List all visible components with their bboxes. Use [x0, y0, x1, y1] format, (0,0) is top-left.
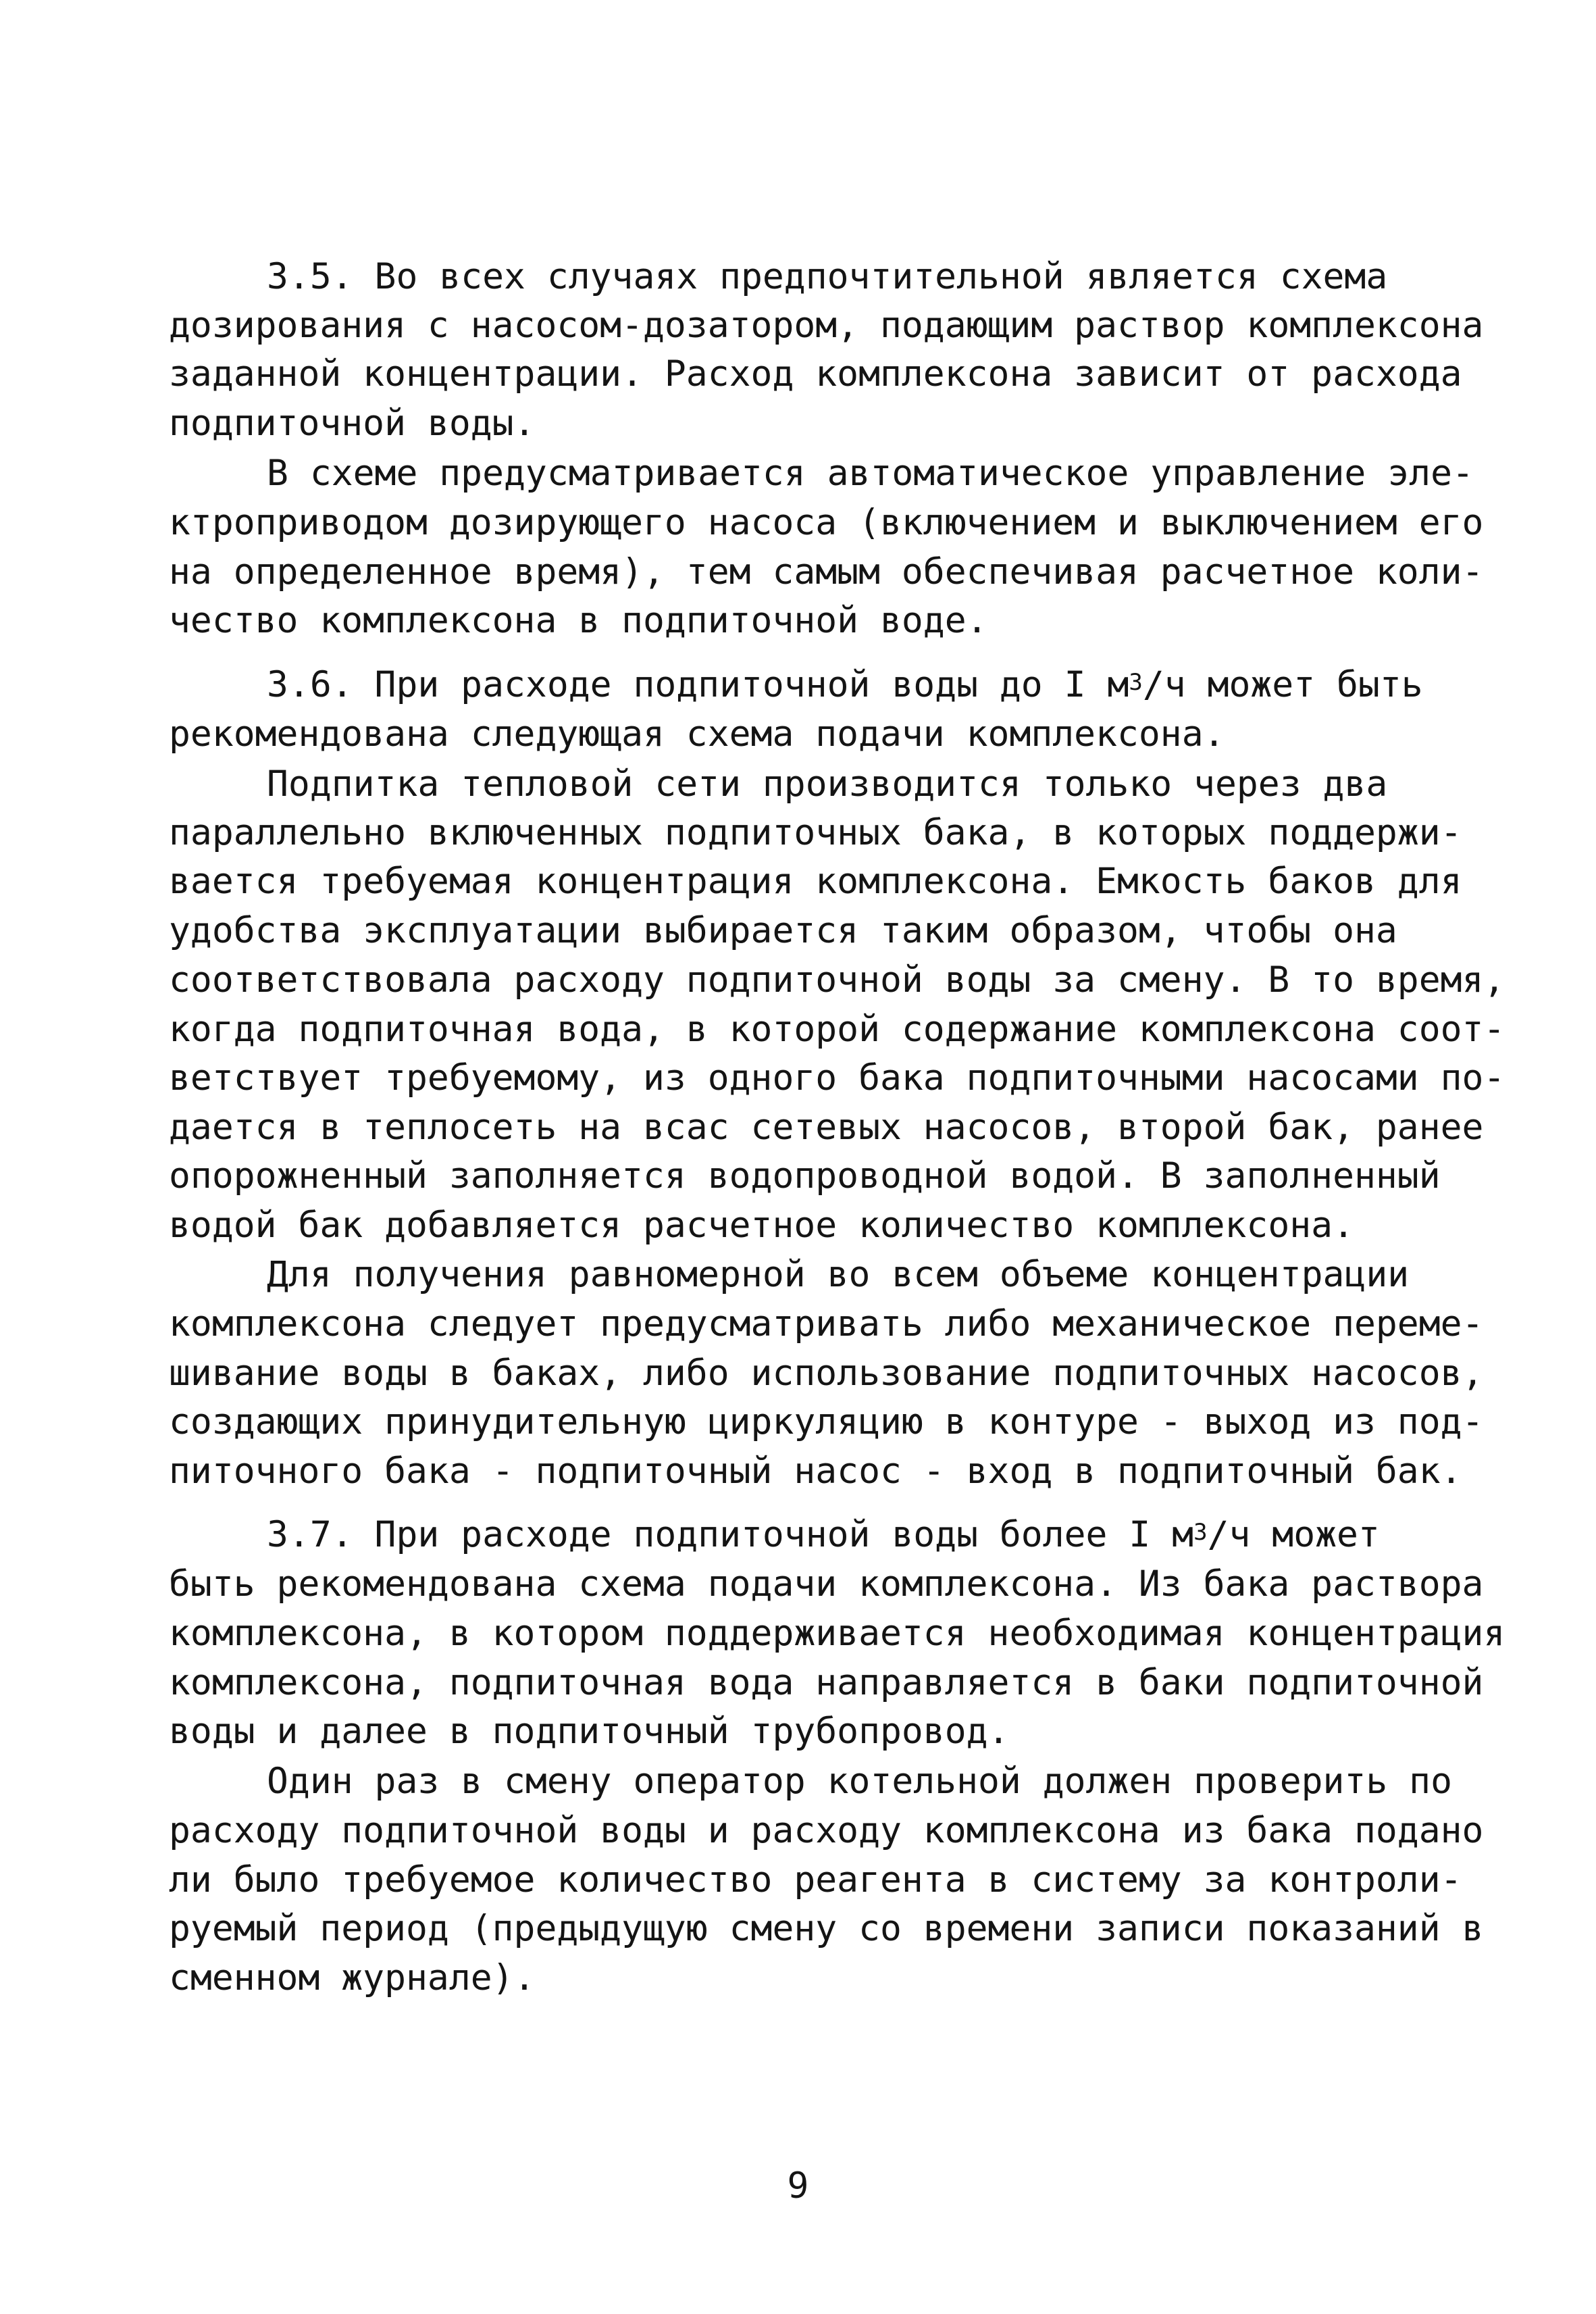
superscript-exponent: 3 — [1193, 1519, 1208, 1546]
paragraph-automation-line: ктроприводом дозирующего насоса (включением и выключением его — [169, 502, 1484, 543]
paragraph-3-7-line — [267, 1514, 1459, 1556]
paragraph-3-7-line: воды и далее в подпиточный трубопровод. — [169, 1711, 1010, 1752]
paragraph-mixing-line: шивание воды в баках, либо использование подпиточных насосов, — [169, 1353, 1484, 1394]
paragraph-makeup-line: вается требуемая концентрация комплексона. Емкость баков для — [169, 861, 1462, 902]
paragraph-3-7-text: /ч может — [1207, 1514, 1380, 1555]
paragraph-makeup-line: удобства эксплуатации выбирается таким образом, чтобы она — [169, 910, 1397, 951]
paragraph-3-7-text: 3.7. При расходе подпиточной воды более I м — [267, 1514, 1194, 1555]
paragraph-mixing-line: Для получения равномерной во всем объеме концентрации — [267, 1254, 1410, 1295]
paragraph-3-7-line: быть рекомендована схема подачи комплексона. Из бака раствора — [169, 1563, 1484, 1605]
paragraph-operator-line: ли было требуемое количество реагента в систему за контроли- — [169, 1859, 1462, 1901]
paragraph-makeup-line: параллельно включенных подпиточных бака, в которых поддержи- — [169, 812, 1462, 853]
paragraph-makeup-line: опорожненный заполняется водопроводной водой. В заполненный — [169, 1155, 1441, 1197]
paragraph-3-6-text: /ч может быть — [1142, 664, 1423, 705]
paragraph-3-7-line: комплексона, подпиточная вода направляется в баки подпиточной — [169, 1662, 1484, 1703]
paragraph-automation-line: на определенное время), тем самым обеспечивая расчетное коли- — [169, 551, 1484, 593]
paragraph-3-7-line: комплексона, в котором поддерживается необходимая концентрация — [169, 1613, 1505, 1654]
paragraph-3-5-line: дозирования с насосом-дозатором, подающим раствор комплексона — [169, 305, 1484, 346]
paragraph-makeup-line: ветствует требуемому, из одного бака подпиточными насосами по- — [169, 1057, 1505, 1099]
paragraph-operator-line: сменном журнале). — [169, 1957, 536, 1998]
paragraph-3-5-line: 3.5. Во всех случаях предпочтительной является схема — [267, 256, 1388, 297]
paragraph-3-6-text: 3.6. При расходе подпиточной воды до I м — [267, 664, 1129, 705]
paragraph-makeup-line: Подпитка тепловой сети производится только через два — [267, 763, 1388, 805]
superscript-exponent: 3 — [1129, 669, 1143, 696]
paragraph-makeup-line: дается в теплосеть на всас сетевых насосов, второй бак, ранее — [169, 1107, 1484, 1148]
paragraph-3-6-line — [267, 664, 1459, 706]
paragraph-mixing-line: питочного бака - подпиточный насос - вход в подпиточный бак. — [169, 1451, 1462, 1492]
paragraph-makeup-line: водой бак добавляется расчетное количество комплексона. — [169, 1205, 1354, 1246]
paragraph-automation-line: чество комплексона в подпиточной воде. — [169, 600, 988, 641]
paragraph-makeup-line: когда подпиточная вода, в которой содержание комплексона соот- — [169, 1009, 1505, 1050]
paragraph-3-5-line: подпиточной воды. — [169, 403, 536, 444]
paragraph-makeup-line: соответствовала расходу подпиточной воды за смену. В то время, — [169, 959, 1505, 1001]
paragraph-3-5-line: заданной концентрации. Расход комплексона зависит от расхода — [169, 353, 1462, 395]
page-number: 9 — [787, 2165, 809, 2207]
paragraph-operator-line: руемый период (предыдущую смену со времени записи показаний в — [169, 1908, 1484, 1949]
paragraph-mixing-line: создающих принудительную циркуляцию в контуре - выход из под- — [169, 1401, 1484, 1442]
paragraph-3-6-line: рекомендована следующая схема подачи комплексона. — [169, 713, 1225, 755]
paragraph-automation-line: В схеме предусматривается автоматическое управление эле- — [267, 453, 1474, 494]
paragraph-operator-line: расходу подпиточной воды и расходу комплексона из бака подано — [169, 1810, 1484, 1851]
paragraph-operator-line: Один раз в смену оператор котельной должен проверить по — [267, 1761, 1452, 1802]
paragraph-mixing-line: комплексона следует предусматривать либо механическое переме- — [169, 1303, 1484, 1344]
